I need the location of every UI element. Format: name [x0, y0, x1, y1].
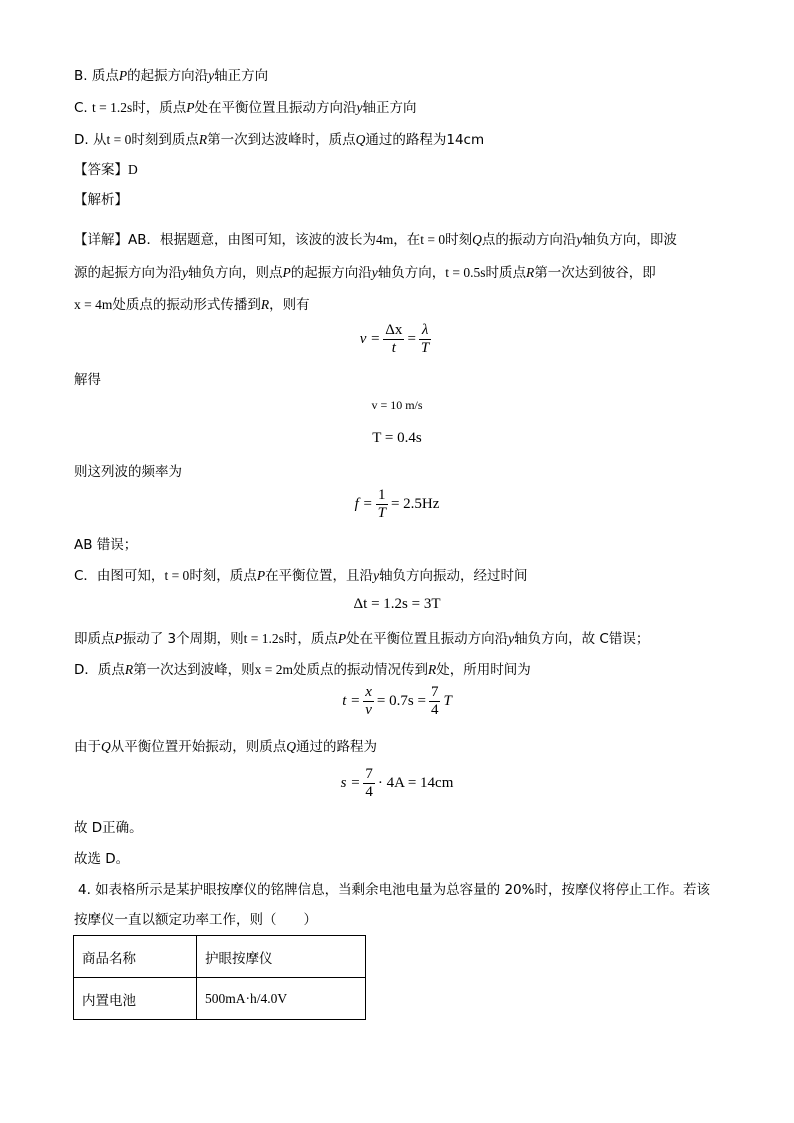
equation-delta-t: Δt = 1.2s = 3T — [353, 596, 441, 612]
option-c: C. t = 1.2s时，质点P处在平衡位置且振动方向沿y轴正方向 — [74, 100, 417, 116]
answer-value: D — [128, 162, 138, 177]
equation-wave-speed: v = $\frac{\Delta x}{t}$ = $\frac{\lambda}{T}$ — [359, 322, 430, 356]
d-analysis-line: D．质点R第一次达到波峰，则x = 2m处质点的振动情况传到R处，所用时间为 — [74, 662, 531, 678]
equation-period: T = 0.4s — [372, 430, 422, 446]
equation-time: t = $\frac{x}{v}$ = 0.7s = $\frac{7}{4}$ T — [342, 684, 452, 718]
table-row — [74, 936, 366, 978]
spec-value: 护眼按摩仪 — [197, 936, 366, 978]
detail-line-1: 【详解】AB．根据题意，由图可知，该波的波长为4m，在t = 0时刻Q点的振动方向沿y轴负方向，即波 — [74, 232, 677, 248]
solve-label: 解得 — [74, 372, 101, 388]
question-4-line-2: 按摩仪一直以额定功率工作，则（ ） — [74, 912, 317, 928]
spec-value: 500mA·h/4.0V — [197, 978, 366, 1020]
freq-label: 则这列波的频率为 — [74, 464, 182, 480]
c-analysis-line: C．由图可知，t = 0时刻，质点P在平衡位置，且沿y轴负方向振动，经过时间 — [74, 568, 528, 584]
c-conclusion: 即质点P振动了 3个周期，则t = 1.2s时，质点P处在平衡位置且振动方向沿y轴负方向，故 C错误； — [74, 631, 650, 647]
d-correct: 故 D正确。 — [74, 820, 143, 836]
d-path-line: 由于Q从平衡位置开始振动，则质点Q通过的路程为 — [74, 739, 377, 755]
answer-tag: 【答案】 — [74, 162, 128, 178]
detail-line-3: x = 4m处质点的振动形式传播到R，则有 — [74, 297, 310, 313]
analysis-tag: 【解析】 — [74, 192, 128, 208]
equation-frequency: f = $\frac{1}{T}$ = 2.5Hz — [354, 487, 440, 521]
question-4-line-1: 4. 如表格所示是某护眼按摩仪的铭牌信息，当剩余电池电量为总容量的 20%时，按摩仪将停止工作。若该 — [78, 882, 710, 898]
choose-line: 故选 D。 — [74, 851, 130, 867]
spec-label: 商品名称 — [74, 936, 197, 978]
ab-wrong: AB 错误； — [74, 537, 138, 553]
spec-label: 内置电池 — [74, 978, 197, 1020]
equation-path: s = $\frac{7}{4}$ · 4A = 14cm — [340, 766, 454, 800]
option-d: D. 从t = 0时刻到质点R第一次到达波峰时，质点Q通过的路程为14cm — [74, 132, 485, 148]
equation-speed-value: v = 10 m/s — [371, 398, 423, 412]
option-b: B. 质点P的起振方向沿y轴正方向 — [74, 68, 269, 84]
table-row — [74, 978, 366, 1020]
spec-table — [73, 935, 366, 1020]
detail-line-2: 源的起振方向为沿y轴负方向，则点P的起振方向沿y轴负方向，t = 0.5s时质点R第一次达到彼谷，即 — [74, 265, 656, 281]
answer-line — [74, 160, 138, 180]
